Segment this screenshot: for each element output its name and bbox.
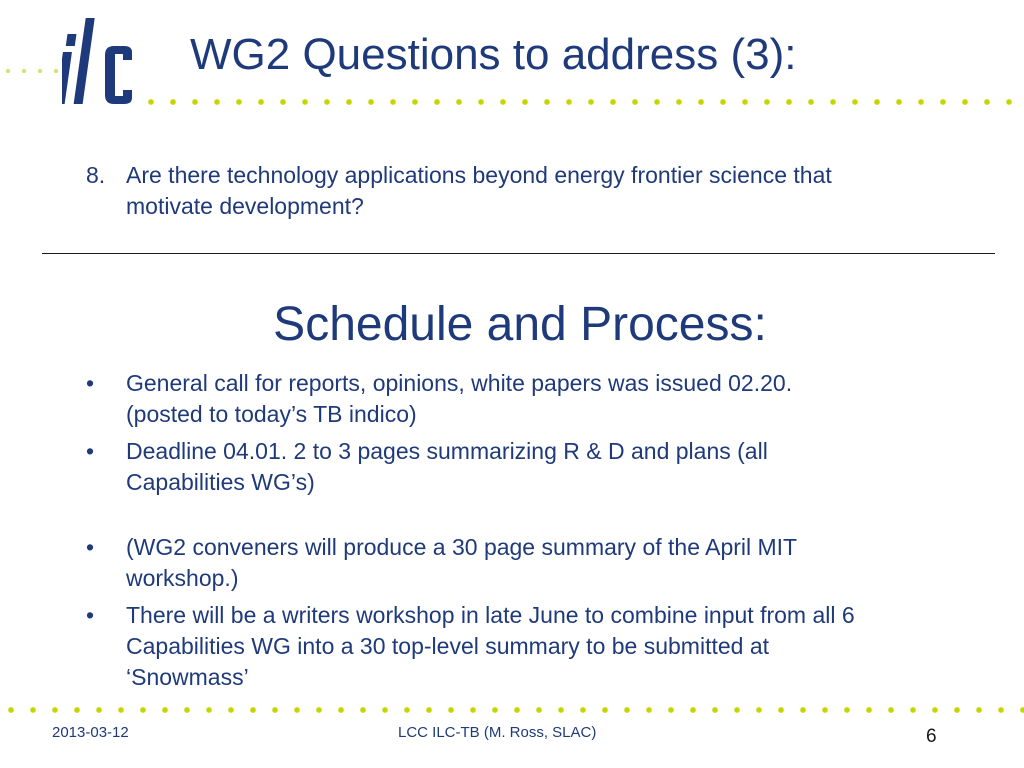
ilc-logo: [62, 16, 140, 106]
page-number: 6: [926, 726, 937, 747]
bullet-line: Capabilities WG into a 30 top-level summary to be submitted at: [126, 633, 770, 659]
bullet-icon: •: [86, 370, 95, 396]
bullet-line: Capabilities WG’s): [126, 469, 315, 495]
slide-title: WG2 Questions to address (3):: [190, 30, 797, 79]
question-line: motivate development?: [126, 193, 364, 219]
bullet-line: (posted to today’s TB indico): [126, 401, 417, 427]
bullet-item: [86, 436, 966, 498]
question-list: [86, 160, 966, 222]
bullet-text: [126, 600, 966, 693]
bullet-item: [86, 532, 966, 594]
decorative-dot-row-bottom: [0, 706, 1024, 714]
bullet-line: Deadline 04.01. 2 to 3 pages summarizing R & D and plans (all: [126, 438, 768, 464]
bullet-line: There will be a writers workshop in late June to combine input from all 6: [126, 602, 855, 628]
decorative-dot-row-top: [140, 98, 1024, 106]
bullet-item: [86, 368, 966, 430]
bullet-item: [86, 600, 966, 693]
section-title: Schedule and Process:: [273, 298, 767, 351]
question-text: [126, 160, 966, 222]
horizontal-divider: [42, 253, 995, 254]
decorative-dot-row-top-left: [0, 67, 66, 75]
bullet-line: workshop.): [126, 565, 239, 591]
bullet-icon: •: [86, 534, 95, 560]
bullet-line: (WG2 conveners will produce a 30 page summary of the April MIT: [126, 534, 798, 560]
bullet-list: [86, 368, 966, 699]
bullet-text: [126, 368, 966, 430]
bullet-line: General call for reports, opinions, white papers was issued 02.20.: [126, 370, 793, 396]
question-item: [86, 160, 966, 222]
footer-date: 2013-03-12: [52, 724, 129, 741]
bullet-text: [126, 532, 966, 594]
question-number: 8.: [86, 162, 106, 188]
bullet-line: ‘Snowmass’: [126, 664, 249, 690]
bullet-text: [126, 436, 966, 498]
bullet-icon: •: [86, 602, 95, 628]
footer-presenter: LCC ILC-TB (M. Ross, SLAC): [398, 724, 597, 741]
bullet-icon: •: [86, 438, 95, 464]
question-line: Are there technology applications beyond energy frontier science that: [126, 162, 832, 188]
